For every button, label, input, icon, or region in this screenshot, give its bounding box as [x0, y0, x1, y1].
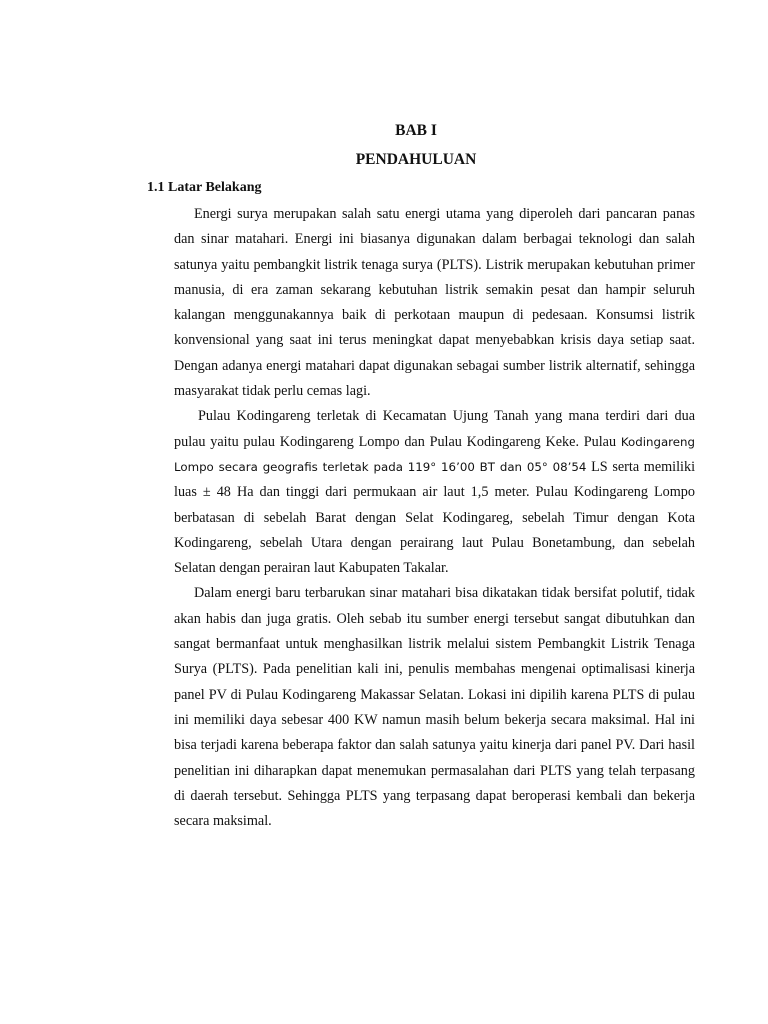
paragraph-text-segment: Pulau Kodingareng terletak di Kecamatan Ujung Tanah yang mana terdiri dari dua pulau yaitu pulau Kodingareng Lompo dan Pulau Kodingareng Keke. Pulau — [174, 408, 695, 450]
paragraph-text-segment: LS serta memiliki luas ± 48 Ha dan tinggi dari permukaan air laut 1,5 meter. Pulau Kodingareng Lompo berbatasan di sebelah Barat dengan Selat Kodingareg, sebelah Timur dengan Kota Kodingareng, sebelah Utara dengan perairang laut Pulau Bonetambung, dan sebelah Selatan dengan perairan laut Kabupaten Takalar. — [174, 458, 696, 577]
geographic-coordinates-text: Kodingareng Lompo secara geografis terletak pada 119° 16’00 BT dan 05° 08’54 — [174, 434, 695, 474]
paragraph-energi-terbarukan: Dalam energi baru terbarukan sinar matahari bisa dikatakan tidak bersifat polutif, tidak akan habis dan juga gratis. Oleh sebab itu sumber energi tersebut sangat dibutuhkan dan sangat bermanfaat untuk menghasilkan listrik melalui sistem Pembangkit Listrik Tenaga Surya (PLTS). Pada penelitian kali ini, penulis membahas mengenai optimalisasi kinerja panel PV di Pulau Kodingareng Makassar Selatan. Lokasi ini dipilih karena PLTS di pulau ini memiliki daya sebesar 400 KW namun masih belum bekerja secara maksimal. Hal ini bisa terjadi karena beberapa faktor dan salah satunya yaitu kinerja dari panel PV. Dari hasil penelitian ini diharapkan dapat menemukan permasalahan dari PLTS yang telah terpasang di daerah tersebut. Sehingga PLTS yang terpasang dapat beroperasi kembali dan bekerja secara maksimal. — [174, 585, 695, 830]
section-heading: 1.1 Latar Belakang — [147, 180, 262, 195]
chapter-title: PENDAHULUAN — [355, 151, 477, 168]
chapter-number: BAB I — [395, 122, 437, 139]
paragraph-pulau-kodingareng — [174, 404, 695, 581]
body-text — [174, 202, 695, 834]
paragraph-energi-surya: Energi surya merupakan salah satu energi utama yang diperoleh dari pancaran panas dan sinar matahari. Energi ini biasanya digunakan dalam berbagai teknologi dan salah satunya yaitu pembangkit listrik tenaga surya (PLTS). Listrik merupakan kebutuhan primer manusia, di era zaman sekarang kebutuhan listrik semakin pesat dan hampir seluruh kalangan menggunakannya baik di perkotaan maupun di pedesaan. Konsumsi listrik konvensional yang saat ini terus meningkat dapat menyebabkan krisis daya setiap saat. Dengan adanya energi matahari dapat digunakan sebagai sumber listrik alternatif, sehingga masyarakat tidak perlu cemas lagi. — [174, 206, 695, 400]
